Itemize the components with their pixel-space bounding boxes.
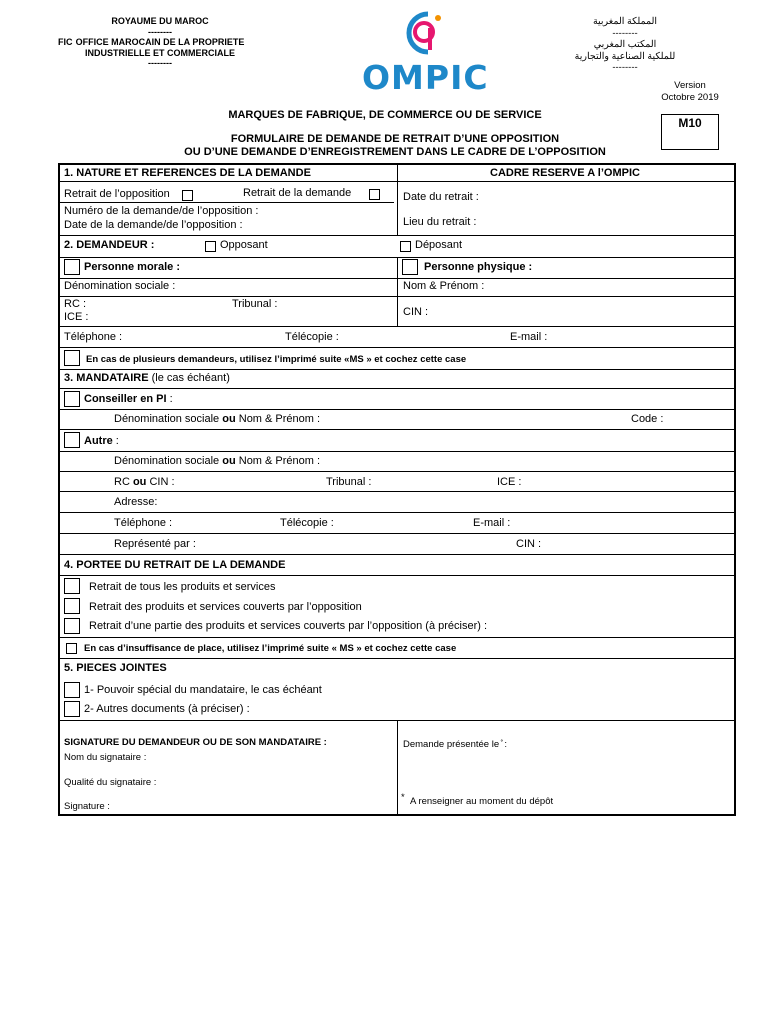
form-code: M10 xyxy=(678,116,702,130)
row-divider xyxy=(60,471,734,472)
insuffisance-place-note: En cas d’insuffisance de place, utilisez l’imprimé suite « MS » et cochez cette case xyxy=(84,643,457,654)
mandataire-denomination-label xyxy=(114,413,320,425)
conseiller-pi-colon: : xyxy=(166,393,173,405)
nom-prenom-label: Nom & Prénom : xyxy=(403,280,485,292)
autre-label xyxy=(84,435,119,447)
signataire-qualite-label: Qualité du signataire : xyxy=(64,777,157,788)
autre-denomination-text: Dénomination sociale xyxy=(114,455,223,467)
rc-text: RC xyxy=(114,476,133,488)
ice-label: ICE : xyxy=(64,311,89,323)
mandataire-telephone-label: Téléphone : xyxy=(114,517,173,529)
retrait-tous-checkbox[interactable] xyxy=(64,578,80,594)
row-divider xyxy=(60,202,394,203)
autre-colon: : xyxy=(112,435,119,447)
rc-label: RC : xyxy=(64,298,86,310)
represente-par-label: Représenté par : xyxy=(114,538,196,550)
form-table xyxy=(58,163,736,816)
row-divider xyxy=(60,347,734,348)
section3-title-text: 3. MANDATAIRE xyxy=(64,372,149,384)
date-demande-label: Date de la demande/de l’opposition : xyxy=(64,219,243,231)
mandataire-rc-cin-label xyxy=(114,476,175,488)
personne-morale-label: Personne morale : xyxy=(84,261,180,273)
retrait-partie-checkbox[interactable] xyxy=(64,618,80,634)
opposant-checkbox[interactable] xyxy=(205,241,216,252)
retrait-couverts-checkbox[interactable] xyxy=(64,598,80,614)
autre-text: Autre xyxy=(84,435,113,447)
or-word: ou xyxy=(222,413,236,425)
pouvoir-special-label: 1- Pouvoir spécial du mandataire, le cas échéant xyxy=(84,684,322,696)
retrait-opposition-checkbox[interactable] xyxy=(182,190,193,201)
or-word: ou xyxy=(132,476,147,488)
reserved-box-title: CADRE RESERVE A l’OMPIC xyxy=(490,167,640,179)
column-divider xyxy=(397,720,398,816)
email-label: E-mail : xyxy=(510,331,548,343)
cin-label: CIN : xyxy=(403,306,429,318)
telephone-label: Téléphone : xyxy=(64,331,123,343)
autre-nom-prenom-text: Nom & Prénom : xyxy=(235,455,321,467)
form-subtitle-line1: FORMULAIRE DE DEMANDE DE RETRAIT D’UNE OPPOSITION xyxy=(230,133,560,145)
deposant-checkbox[interactable] xyxy=(400,241,411,252)
document-title: MARQUES DE FABRIQUE, DE COMMERCE OU DE SERVICE xyxy=(228,109,542,121)
separator: -------- xyxy=(612,27,638,39)
deposant-label: Déposant xyxy=(415,239,463,251)
section3-title xyxy=(64,372,230,384)
cin-text: CIN : xyxy=(146,476,175,488)
pouvoir-special-checkbox[interactable] xyxy=(64,682,80,698)
mandataire-nom-prenom-text: Nom & Prénom : xyxy=(235,413,321,425)
row-divider xyxy=(60,554,734,555)
form-code-box xyxy=(661,114,719,150)
autres-documents-checkbox[interactable] xyxy=(64,701,80,717)
row-divider xyxy=(60,575,734,576)
section3-title-note: (le cas échéant) xyxy=(151,372,230,384)
retrait-tous-label: Retrait de tous les produits et services xyxy=(89,581,276,593)
row-divider xyxy=(60,512,734,513)
header-left-block xyxy=(40,16,280,69)
mandataire-ice-label: ICE : xyxy=(497,476,522,488)
row-divider xyxy=(60,235,734,236)
separator: -------- xyxy=(612,62,638,73)
row-divider xyxy=(60,451,734,452)
retrait-demande-label: Retrait de la demande xyxy=(243,187,352,199)
conseiller-pi-label xyxy=(84,393,173,405)
plusieurs-demandeurs-note: En cas de plusieurs demandeurs, utilisez l’imprimé suite «MS » et cochez cette case xyxy=(86,354,467,365)
office-name-ar-line1: المكتب المغربي xyxy=(593,39,657,50)
mandataire-email-label: E-mail : xyxy=(473,517,511,529)
retrait-opposition-label: Retrait de l’opposition xyxy=(64,188,170,200)
kingdom-label-ar: المملكة المغربية xyxy=(592,16,658,27)
renseigner-note: A renseigner au moment du dépôt xyxy=(410,796,554,807)
column-divider xyxy=(397,165,398,235)
signataire-nom-label: Nom du signataire : xyxy=(64,752,147,763)
fic-label: FIC xyxy=(58,37,73,47)
date-retrait-label: Date du retrait : xyxy=(403,191,479,203)
row-divider xyxy=(60,409,734,410)
asterisk-mark: * xyxy=(401,792,405,803)
conseiller-pi-checkbox[interactable] xyxy=(64,391,80,407)
personne-morale-checkbox[interactable] xyxy=(64,259,80,275)
signature-title: SIGNATURE DU DEMANDEUR OU DE SON MANDATAIRE : xyxy=(64,737,327,748)
retrait-demande-checkbox[interactable] xyxy=(369,189,380,200)
version-date: Octobre 2019 xyxy=(661,91,719,103)
section1-title: 1. NATURE ET REFERENCES DE LA DEMANDE xyxy=(64,167,311,179)
personne-physique-checkbox[interactable] xyxy=(402,259,418,275)
row-divider xyxy=(60,491,734,492)
retrait-couverts-label: Retrait des produits et services couverts par l’opposition xyxy=(89,601,362,613)
row-divider xyxy=(60,429,734,430)
ompic-logo xyxy=(360,8,489,100)
personne-physique-label: Personne physique : xyxy=(424,261,533,273)
separator: -------- xyxy=(148,26,172,37)
row-divider xyxy=(60,369,734,370)
office-name-ar-line2: للملكية الصناعية والتجارية xyxy=(574,50,676,62)
mandataire-tribunal-label: Tribunal : xyxy=(326,476,372,488)
plusieurs-demandeurs-checkbox[interactable] xyxy=(64,350,80,366)
or-word: ou xyxy=(222,455,236,467)
mandataire-adresse-label: Adresse: xyxy=(114,496,158,508)
mandataire-denomination-text: Dénomination sociale xyxy=(114,413,223,425)
autres-documents-label: 2- Autres documents (à préciser) : xyxy=(84,703,250,715)
signature-label: Signature : xyxy=(64,801,110,812)
row-divider xyxy=(60,533,734,534)
logo-wordmark: OMPIC xyxy=(362,58,489,97)
numero-demande-label: Numéro de la demande/de l’opposition : xyxy=(64,205,259,217)
separator: -------- xyxy=(148,58,172,68)
office-name-line2: INDUSTRIELLE ET COMMERCIALE xyxy=(85,47,235,58)
autre-checkbox[interactable] xyxy=(64,432,80,448)
row-divider xyxy=(60,637,734,638)
form-subtitle-line2: OU D’UNE DEMANDE D’ENREGISTREMENT DANS LE CADRE DE L’OPPOSITION xyxy=(184,145,606,158)
conseiller-pi-text: Conseiller en PI xyxy=(84,393,167,405)
section4-title: 4. PORTEE DU RETRAIT DE LA DEMANDE xyxy=(64,559,286,571)
represente-cin-label: CIN : xyxy=(516,538,542,550)
office-name-line1: OFFICE MAROCAIN DE LA PROPRIETE xyxy=(75,37,245,47)
form-subtitle xyxy=(150,133,640,158)
telecopie-label: Télécopie : xyxy=(285,331,339,343)
denomination-sociale-label: Dénomination sociale : xyxy=(64,280,176,292)
autre-denomination-label xyxy=(114,455,320,467)
section2-title: 2. DEMANDEUR : xyxy=(64,239,155,251)
header-right-block xyxy=(560,16,690,74)
version-block xyxy=(640,80,740,103)
opposant-label: Opposant xyxy=(220,239,268,251)
tribunal-label: Tribunal : xyxy=(232,298,278,310)
retrait-partie-label: Retrait d’une partie des produits et services couverts par l’opposition (à préciser) : xyxy=(89,620,488,632)
mandataire-telecopie-label: Télécopie : xyxy=(280,517,334,529)
lieu-retrait-label: Lieu du retrait : xyxy=(403,216,477,228)
row-divider xyxy=(60,658,734,659)
code-label: Code : xyxy=(631,413,664,425)
row-divider xyxy=(60,388,734,389)
section5-title: 5. PIECES JOINTES xyxy=(64,662,167,674)
version-label: Version xyxy=(674,80,706,91)
demande-presentee-label: Demande présentée le ̊ : xyxy=(403,739,508,750)
insuffisance-place-checkbox[interactable] xyxy=(66,643,77,654)
logo-mark-icon xyxy=(394,8,454,58)
column-divider xyxy=(397,257,398,327)
kingdom-label: ROYAUME DU MAROC xyxy=(111,16,209,26)
